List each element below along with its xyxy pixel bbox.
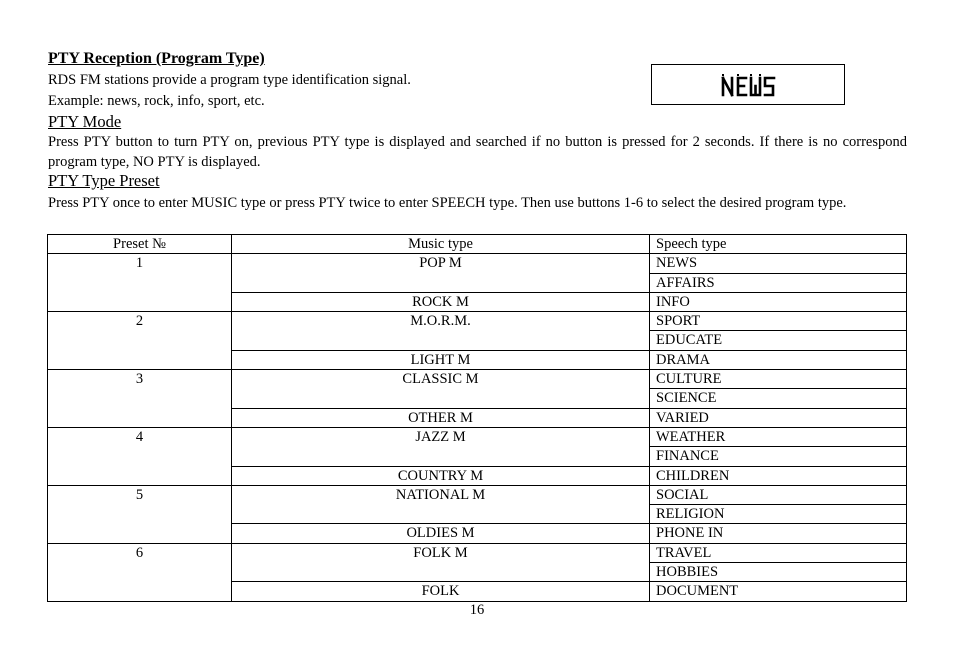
speech-type-cell: AFFAIRS [650,273,907,292]
header-preset: Preset № [48,235,232,254]
music-type-cell: FOLK [232,582,650,601]
table-row [48,427,907,446]
speech-type-cell: SOCIAL [650,485,907,504]
preset-number: 4 [48,427,232,485]
preset-number: 6 [48,543,232,601]
music-type-cell: JAZZ M [232,427,650,466]
preset-number: 2 [48,312,232,370]
pty-preset-text: Press PTY once to enter MUSIC type or press PTY twice to enter SPEECH type. Then use buttons 1-6 to select the desired program type. [48,195,847,211]
table-row [48,543,907,562]
speech-type-cell: HOBBIES [650,563,907,582]
intro-line-1: RDS FM stations provide a program type identification signal. [48,72,411,88]
pty-preset-heading: PTY Type Preset [48,171,160,190]
table-header-row [48,235,907,254]
music-type-cell: ROCK M [232,292,650,311]
speech-type-cell: CHILDREN [650,466,907,485]
speech-type-cell: INFO [650,292,907,311]
section-heading: PTY Reception (Program Type) [48,50,265,67]
lcd-display [651,64,845,105]
speech-type-cell: RELIGION [650,505,907,524]
pty-mode-text: Press PTY button to turn PTY on, previous PTY type is displayed and searched if no button is pressed for 2 seconds. If there is no correspond program type, NO PTY is displayed. [48,134,907,170]
header-music: Music type [232,235,650,254]
music-type-cell: COUNTRY M [232,466,650,485]
table-row [48,485,907,504]
table-body [48,235,907,602]
speech-type-cell: EDUCATE [650,331,907,350]
music-type-cell: CLASSIC M [232,370,650,409]
intro-line-2: Example: news, rock, info, sport, etc. [48,93,265,109]
header-speech: Speech type [650,235,907,254]
preset-number: 3 [48,370,232,428]
speech-type-cell: DRAMA [650,350,907,369]
table-row [48,370,907,389]
page-number: 16 [469,602,485,618]
music-type-cell: OTHER M [232,408,650,427]
speech-type-cell: TRAVEL [650,543,907,562]
pty-preset-table [47,234,907,602]
music-type-cell: M.O.R.M. [232,312,650,351]
music-type-cell: NATIONAL M [232,485,650,524]
table-row [48,312,907,331]
music-type-cell: FOLK M [232,543,650,582]
music-type-cell: POP M [232,254,650,293]
speech-type-cell: FINANCE [650,447,907,466]
speech-type-cell: WEATHER [650,427,907,446]
preset-number: 5 [48,485,232,543]
speech-type-cell: SCIENCE [650,389,907,408]
speech-type-cell: CULTURE [650,370,907,389]
lcd-news-icon [720,73,776,97]
speech-type-cell: DOCUMENT [650,582,907,601]
music-type-cell: OLDIES M [232,524,650,543]
pty-mode-heading: PTY Mode [48,112,122,131]
music-type-cell: LIGHT M [232,350,650,369]
speech-type-cell: NEWS [650,254,907,273]
speech-type-cell: SPORT [650,312,907,331]
preset-number: 1 [48,254,232,312]
table-row [48,254,907,273]
speech-type-cell: VARIED [650,408,907,427]
speech-type-cell: PHONE IN [650,524,907,543]
